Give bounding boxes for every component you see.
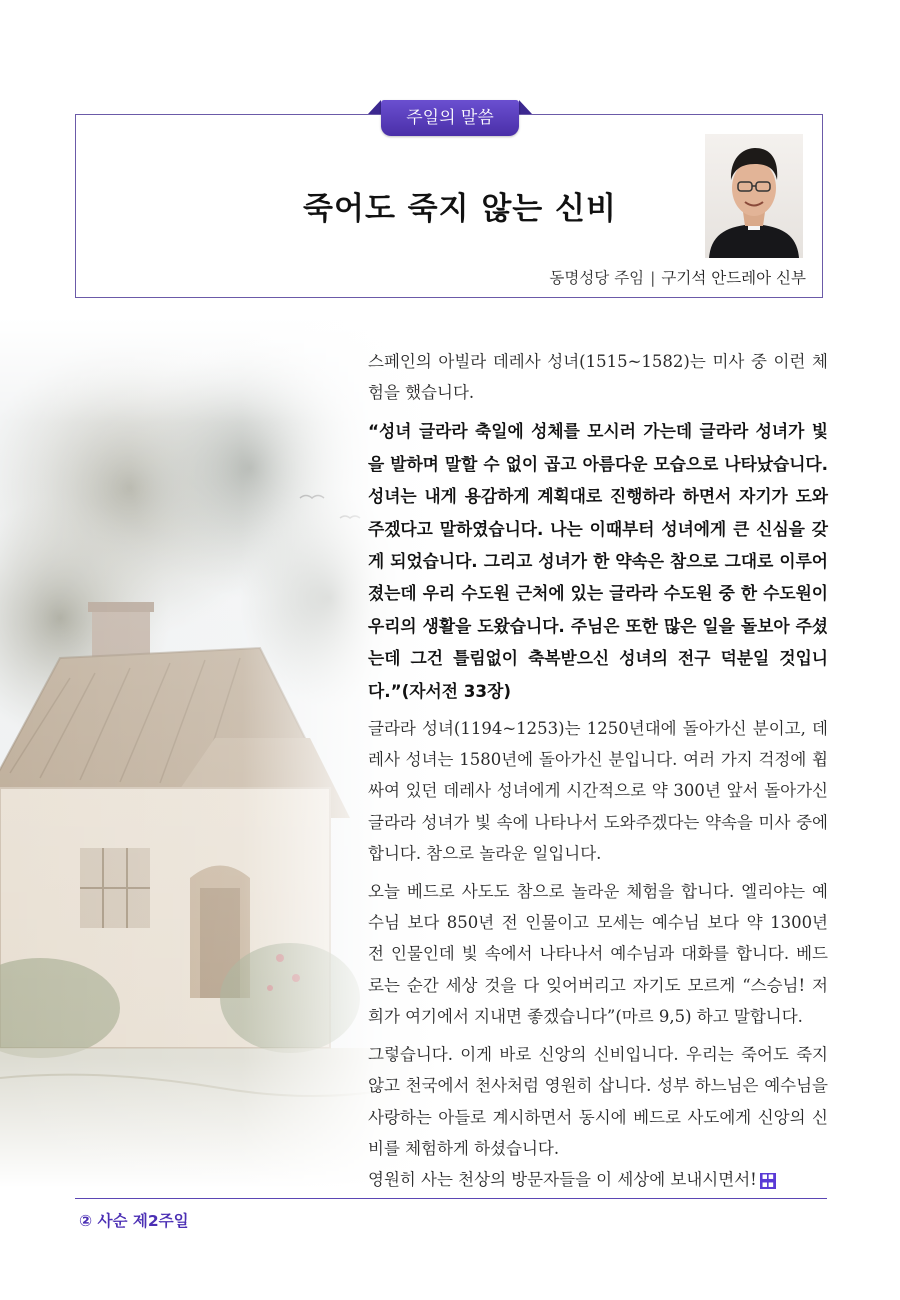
- footer-page-label: ② 사순 제2주일: [79, 1212, 189, 1230]
- paragraph-1: 스페인의 아빌라 데레사 성녀(1515~1582)는 미사 중 이런 체험을 했습니다.: [368, 352, 828, 403]
- footer-divider: [75, 1198, 827, 1199]
- byline-parish: 동명성당 주임: [549, 269, 645, 287]
- byline: [549, 266, 806, 288]
- paragraph-5-text: 영원히 사는 천상의 방문자들을 이 세상에 보내시면서!: [368, 1169, 757, 1189]
- quote-paragraph: “성녀 글라라 축일에 성체를 모시러 가는데 글라라 성녀가 빛을 발하며 말할 수 없이 곱고 아름다운 모습으로 나타났습니다. 성녀는 내게 용감하게 계획대로 진행하라 하면서 자기가 도와주겠다고 말하였습니다. 나는 이때부터 성녀에게 큰 신심을 갖게 되었습니다. 그리고 성녀가 한 약속은 참으로 그대로 이루어졌는데 우리 수도원 근처에 있는 글라라 수도원 중 한 수도원이 우리의 생활을 도왔습니다. 주님은 또한 많은 일을 돌보아 주셨는데 그건 틀림없이 축복받으신 성녀의 전구 덕분일 것입니다.”(자서전 33장): [368, 421, 828, 701]
- end-mark-icon: ▪▪ ▪▪: [761, 1171, 774, 1190]
- paragraph-4: 그렇습니다. 이게 바로 신앙의 신비입니다. 우리는 죽어도 죽지 않고 천국에서 천사처럼 영원히 삽니다. 성부 하느님은 예수님을 사랑하는 아들로 계시하면서 동시에 베드로 사도에게 신앙의 신비를 체험하게 하셨습니다.: [368, 1045, 828, 1158]
- paragraph-2: 글라라 성녀(1194~1253)는 1250년대에 돌아가신 분이고, 데레사 성녀는 1580년에 돌아가신 분입니다. 여러 가지 걱정에 휩싸여 있던 데레사 성녀에게 시간적으로 약 300년 앞서 돌아가신 글라라 성녀가 빛 속에 나타나서 도와주겠다는 약속을 미사 중에 합니다. 참으로 놀라운 일입니다.: [368, 719, 828, 863]
- paragraph-3: 오늘 베드로 사도도 참으로 놀라운 체험을 합니다. 엘리야는 예수님 보다 850년 전 인물이고 모세는 예수님 보다 약 1300년 전 인물인데 빛 속에서 나타나서 예수님과 대화를 합니다. 베드로는 순간 세상 것을 다 잊어버리고 자기도 모르게 “스승님! 저희가 여기에서 지내면 좋겠습니다”(마르 9,5) 하고 말합니다.: [368, 882, 828, 1026]
- author-portrait: [705, 134, 803, 258]
- paragraph-5: [368, 1164, 828, 1195]
- byline-separator: |: [650, 269, 656, 287]
- tab-ear-right: [519, 100, 532, 114]
- tab-ear-left: [368, 100, 381, 114]
- article-body: [368, 346, 828, 1202]
- page-title: 죽어도 죽지 않는 신비: [303, 191, 617, 227]
- byline-name: 구기석 안드레아 신부: [661, 269, 806, 287]
- section-tab: 주일의 말씀: [381, 100, 519, 136]
